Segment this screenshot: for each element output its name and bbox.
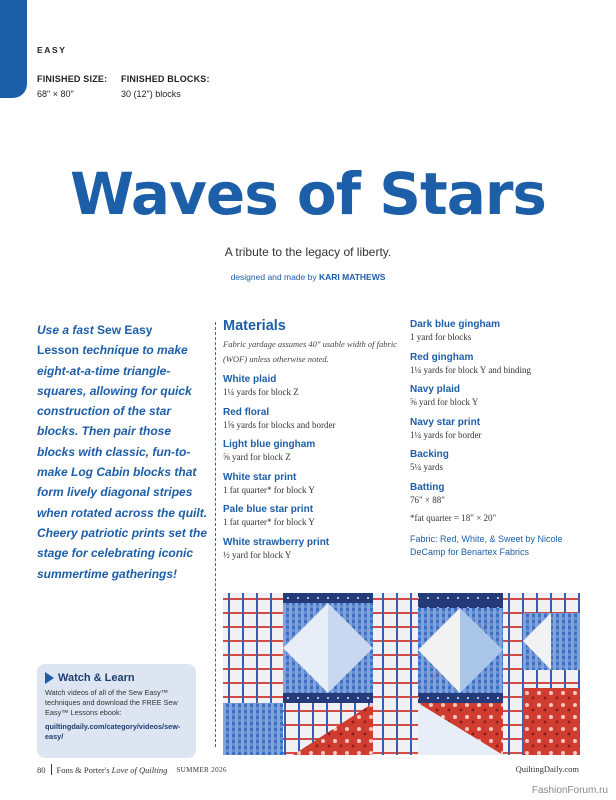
finished-blocks-value: 30 (12") blocks — [121, 89, 181, 99]
material-item — [223, 373, 401, 399]
material-name: White plaid — [223, 374, 277, 385]
intro-upright-2: Lesson — [37, 343, 80, 358]
material-name: Dark blue gingham — [410, 319, 501, 330]
byline-prefix: designed and made by — [230, 272, 317, 282]
issue-label: SUMMER 2026 — [176, 765, 227, 774]
subtitle: A tribute to the legacy of liberty. — [224, 245, 392, 259]
materials-heading: Materials — [223, 318, 286, 334]
material-item — [410, 383, 590, 409]
material-item — [410, 351, 590, 377]
material-quantity: 1¼ yards for block Z — [223, 387, 299, 397]
material-quantity: 1⅝ yards for blocks and border — [223, 419, 336, 430]
material-name: Batting — [410, 481, 445, 493]
watermark: FashionForum.ru — [531, 785, 608, 796]
byline — [0, 272, 616, 282]
finished-size — [37, 72, 107, 102]
magazine-name-italic: Love of Quilting — [111, 764, 168, 775]
intro-upright: Sew Easy — [97, 323, 153, 337]
material-item — [223, 438, 401, 464]
material-item — [223, 406, 401, 432]
material-name: White star print — [223, 471, 297, 483]
watch-and-learn-box — [37, 664, 196, 758]
material-quantity: ½ yard for block Y — [223, 549, 292, 560]
material-item — [410, 481, 590, 507]
materials-column-left — [223, 318, 401, 568]
material-quantity: ⅝ yard for block Z — [223, 452, 291, 462]
material-quantity: 5¼ yards — [410, 462, 443, 472]
designer-name: KARI MATHEWS — [318, 272, 386, 282]
material-name: Backing — [410, 449, 449, 460]
material-name: Pale blue star print — [223, 504, 314, 515]
watch-link[interactable]: quiltingdaily.com/category/videos/sew-easy/ — [45, 721, 181, 741]
quilt-photo-graphic — [223, 593, 580, 755]
material-quantity: 1 yard for blocks — [410, 332, 472, 342]
material-name: Navy star print — [410, 416, 481, 428]
material-quantity: 1¼ yards for border — [410, 429, 482, 440]
fat-quarter-note: *fat quarter = 18" × 20" — [410, 513, 497, 523]
material-item — [410, 318, 590, 344]
finished-blocks-label: FINISHED BLOCKS: — [121, 74, 210, 84]
watch-title: Watch & Learn — [58, 672, 135, 684]
fabric-credit: Fabric: Red, White, & Sweet by Nicole DeCamp for Benartex Fabrics — [410, 534, 563, 557]
material-quantity: 76" × 88" — [410, 494, 445, 505]
material-item — [410, 416, 590, 442]
material-item — [410, 448, 590, 474]
material-item — [223, 471, 401, 497]
material-name: Navy plaid — [410, 384, 461, 395]
magazine-name-prefix: Fons & Porter's — [56, 764, 110, 775]
intro-paragraph — [37, 320, 209, 584]
finished-size-value: 68" × 80" — [37, 89, 74, 99]
material-item — [223, 503, 401, 529]
page-number: 80 — [37, 764, 46, 775]
play-icon — [45, 672, 54, 684]
material-name: Light blue gingham — [223, 439, 316, 450]
materials-column-right — [410, 318, 590, 559]
material-quantity: 1 fat quarter* for block Y — [223, 517, 315, 527]
watch-text: Watch videos of all of the Sew Easy™ techniques and download the FREE Sew Easy™ Lessons ebook: — [45, 688, 178, 718]
page-title: Waves of Stars — [70, 160, 546, 228]
magazine-name — [57, 765, 168, 775]
intro-lead: Use a fast — [37, 323, 94, 337]
column-divider — [215, 322, 216, 747]
material-quantity: 1¼ yards for block Y and binding — [410, 364, 532, 375]
material-quantity: 1 fat quarter* for block Y — [223, 484, 315, 495]
page-footer — [37, 764, 227, 775]
footer-separator — [51, 764, 52, 775]
skill-level: EASY — [37, 45, 67, 55]
corner-tab — [0, 0, 27, 98]
quilt-photo — [223, 593, 580, 755]
yardage-note: Fabric yardage assumes 40" usable width of fabric (WOF) unless otherwise noted. — [223, 339, 397, 364]
material-quantity: ⅝ yard for block Y — [410, 397, 479, 407]
material-name: Red floral — [223, 406, 270, 418]
finished-blocks — [121, 72, 210, 102]
finished-size-label: FINISHED SIZE: — [37, 74, 108, 84]
material-item — [223, 536, 401, 562]
material-name: Red gingham — [410, 351, 474, 363]
intro-rest: technique to make eight-at-a-time triangle-squares, allowing for quick construction of the star blocks. Then pair those blocks with classic, fun-to-make Log Cabin blocks that form lively diagonal stripes when rotated across the quilt. Cheery patriotic prints set the stage for celebrating iconic summertime gatherings! — [37, 343, 208, 581]
watch-header — [45, 672, 188, 684]
site-url[interactable]: QuiltingDaily.com — [515, 764, 579, 774]
material-name: White strawberry print — [223, 536, 330, 548]
